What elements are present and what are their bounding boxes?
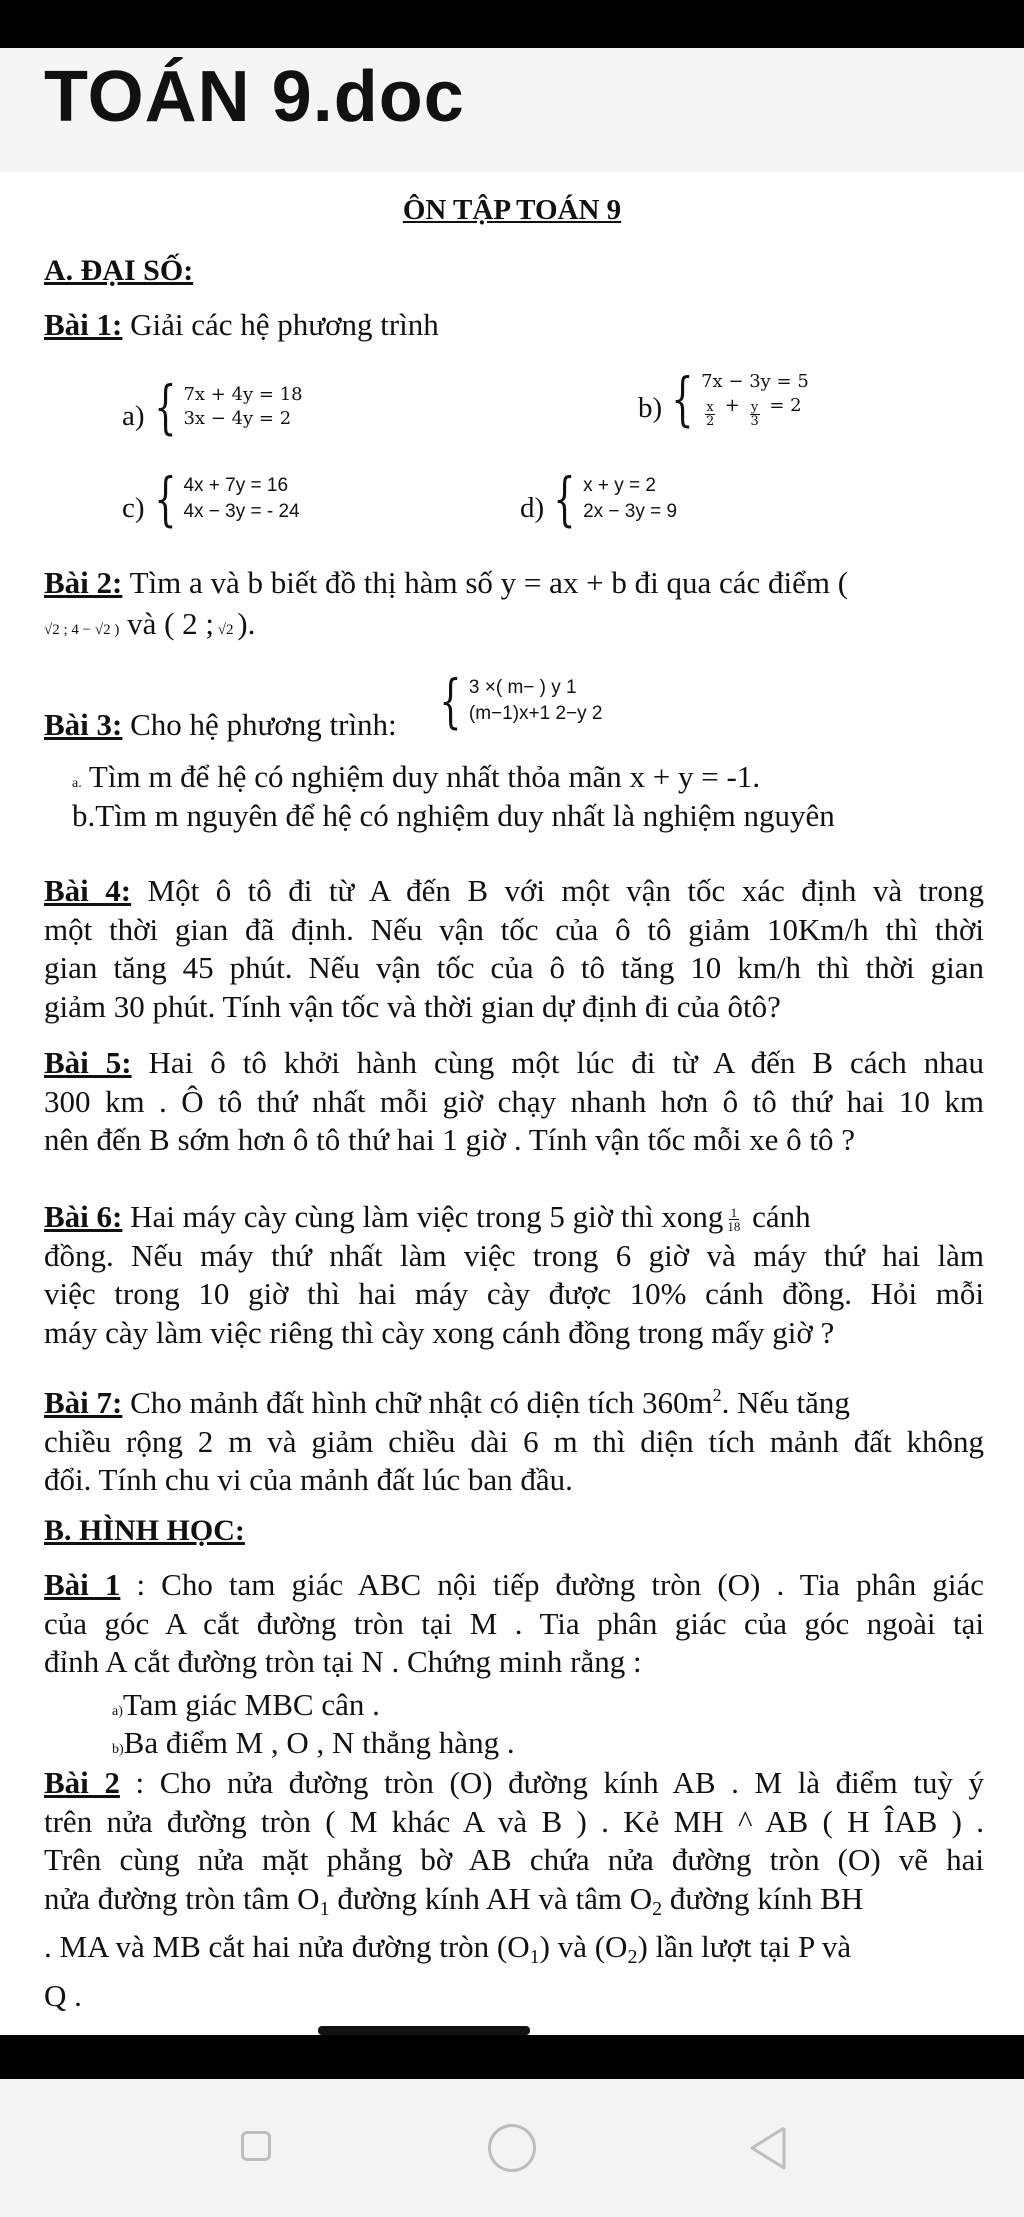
- hh2-l4a: nửa đường tròn tâm O: [44, 1880, 320, 1916]
- system-d-eq1: x + y = 2: [583, 475, 656, 496]
- bai2-sqrt2: √2: [214, 622, 238, 638]
- section-a-heading: A. ĐẠI SỐ:: [44, 254, 194, 287]
- hh2-l1: : Cho nửa đường tròn (O) đường kính AB . M là điểm tuỳ ý: [119, 1765, 984, 1800]
- hh2-l5a: . MA và MB cắt hai nửa đường tròn (O: [44, 1929, 530, 1964]
- system-a-eq1: 7x + 4y = 18: [183, 384, 303, 405]
- bai1-text: Giải các hệ phương trình: [122, 307, 439, 342]
- bai6-l2: đồng. Nếu máy thứ nhất làm việc trong 6 giờ và máy thứ hai làm: [44, 1237, 984, 1273]
- brace-icon: {: [671, 365, 694, 433]
- bai7-l3: đổi. Tính chu vi của mảnh đất lúc ban đầu.: [44, 1462, 573, 1497]
- hh1-l1: : Cho tam giác ABC nội tiếp đường tròn (O) . Tia phân giác: [120, 1567, 984, 1602]
- recent-apps-icon[interactable]: [241, 2131, 271, 2161]
- back-icon[interactable]: [748, 2125, 788, 2171]
- bai5-l2: 300 km . Ô tô thứ nhất mỗi giờ chạy nhanh hơn ô tô thứ hai 10 km: [44, 1083, 984, 1119]
- bai2-text2: và ( 2 ;: [119, 606, 215, 641]
- system-bai3: [432, 667, 603, 735]
- hh2-l4s1: 1: [319, 1897, 330, 1920]
- system-d-eq2: 2x − 3y = 9: [583, 501, 678, 522]
- frac-x-num: x: [706, 400, 714, 415]
- system-a: [122, 373, 303, 441]
- bai7-l1b: . Nếu tăng: [721, 1385, 850, 1420]
- system-d: [520, 465, 678, 533]
- system-a-eq2: 3x − 4y = 2: [183, 408, 292, 429]
- system-c: [122, 465, 300, 533]
- bai3-qa-marker: a.: [72, 776, 82, 791]
- system-bai3-eq1: 3 ×( m− ) y 1: [468, 677, 577, 698]
- status-bar: [0, 0, 1024, 48]
- bai4-l4: giảm 30 phút. Tính vận tốc và thời gian dự định đi của ôtô?: [44, 988, 781, 1024]
- main-heading: ÔN TẬP TOÁN 9: [402, 194, 622, 226]
- hh1-b-text: Ba điểm M , O , N thẳng hàng .: [123, 1725, 515, 1760]
- bai4-l3: gian tăng 45 phút. Nếu vận tốc của ô tô tăng 10 km/h thì thời gian: [44, 950, 984, 985]
- hh1-l2: của góc A cắt đường tròn tại M . Tia phân giác của góc ngoài tại: [44, 1605, 984, 1641]
- hh2-l6: Q .: [44, 1977, 82, 2013]
- bai7-paragraph: [44, 1376, 984, 1500]
- bai3-label: Bài 3:: [44, 707, 123, 742]
- hh2-l5s2: 2: [627, 1946, 638, 1968]
- bai4-l2: một thời gian đã định. Nếu vận tốc của ô tô giảm 10Km/h thì thời: [44, 911, 984, 947]
- hh1-a-text: Tam giác MBC cân .: [122, 1687, 380, 1722]
- bai2-line1: [44, 564, 848, 602]
- bai7-label: Bài 7:: [44, 1385, 123, 1420]
- hh2-l4c: đường kính BH: [662, 1880, 864, 1916]
- bai6-paragraph: [44, 1198, 984, 1352]
- system-c-equations: [183, 473, 299, 525]
- bai2-line2: [44, 605, 255, 649]
- bai5-l1: Hai ô tô khởi hành cùng một lúc đi từ A đến B cách nhau: [131, 1045, 984, 1080]
- document-title: TOÁN 9.doc: [44, 57, 465, 137]
- system-b-equations: [701, 370, 809, 428]
- bai5-paragraph: [44, 1044, 984, 1160]
- system-c-eq1: 4x + 7y = 16: [183, 475, 289, 496]
- bai1-label: Bài 1:: [44, 307, 123, 342]
- hh1-label: Bài 1: [44, 1567, 121, 1602]
- bai5-label: Bài 5:: [44, 1045, 132, 1080]
- hh2-label: Bài 2: [44, 1765, 120, 1800]
- hh2-l5s1: 1: [529, 1946, 540, 1968]
- home-icon[interactable]: [488, 2124, 536, 2172]
- frac-rhs: = 2: [763, 395, 802, 416]
- bai2-text1: Tìm a và b biết đồ thị hàm số y = ax + b đi qua các điểm (: [122, 565, 849, 600]
- bai3-qb: b.Tìm m nguyên để hệ có nghiệm duy nhất là nghiệm nguyên: [72, 798, 835, 833]
- brace-icon: {: [153, 465, 177, 533]
- scroll-indicator[interactable]: [318, 2026, 530, 2035]
- bai1-line: [44, 306, 439, 344]
- bai4-paragraph: [44, 872, 984, 1026]
- hh2-paragraph: [44, 1764, 984, 2015]
- hh1-a-marker: a): [112, 1704, 123, 1719]
- system-c-label: c): [122, 491, 145, 524]
- hh1-l3: đỉnh A cắt đường tròn tại N . Chứng minh rằng :: [44, 1644, 642, 1679]
- system-b: [638, 365, 809, 433]
- frac-y-num: y: [750, 400, 759, 415]
- hh1-b-marker: b): [112, 1742, 124, 1757]
- hh2-l4s2: 2: [652, 1897, 663, 1920]
- section-b-heading: B. HÌNH HỌC:: [44, 1514, 245, 1547]
- system-b-label: b): [638, 391, 663, 424]
- hh1-paragraph: [44, 1566, 984, 1682]
- bai6-l3: việc trong 10 giờ thì hai máy cày được 10% cánh đồng. Hỏi mỗi: [44, 1276, 984, 1311]
- bai7-l1a: Cho mảnh đất hình chữ nhật có diện tích 360m: [122, 1385, 713, 1420]
- system-b-eq2: [701, 394, 809, 428]
- bai2-text3: ).: [237, 606, 256, 641]
- system-bai3-equations: [469, 675, 603, 727]
- bai2-label: Bài 2:: [44, 565, 123, 600]
- hh2-l3: Trên cùng nửa mặt phẳng bờ AB chứa nửa đường tròn (O) vẽ hai: [44, 1842, 984, 1877]
- hh2-l4b: đường kính AH và tâm O: [329, 1880, 653, 1916]
- brace-icon: {: [439, 667, 462, 735]
- bai6-frac-num: 1: [730, 1205, 738, 1220]
- system-b-eq1: 7x − 3y = 5: [701, 371, 809, 392]
- system-d-equations: [583, 473, 677, 525]
- brace-icon: {: [153, 373, 177, 441]
- hh2-l2: trên nửa đường tròn ( M khác A và B ) . Kẻ MH ^ AB ( H ÎAB ) .: [44, 1803, 984, 1839]
- system-d-label: d): [520, 491, 545, 524]
- bai4-l1: Một ô tô đi từ A đến B với một vận tốc xác định và trong: [131, 873, 984, 908]
- bai4-label: Bài 4:: [44, 873, 132, 908]
- bai2-point1: √2 ; 4 − √2 ): [44, 622, 120, 638]
- frac-plus: +: [719, 395, 746, 416]
- bai6-frac-den: 18: [727, 1219, 741, 1234]
- hh1-b: [112, 1724, 515, 1769]
- frac-y-den: 3: [750, 414, 759, 429]
- bai3-line: [44, 706, 397, 744]
- bai6-l4: máy cày làm việc riêng thì cày xong cánh đồng trong mấy giờ ?: [44, 1314, 835, 1350]
- bai7-l2: chiều rộng 2 m và giảm chiều dài 6 m thì diện tích mảnh đất không: [44, 1423, 984, 1459]
- frac-x-den: 2: [705, 414, 715, 429]
- system-a-label: a): [122, 399, 145, 432]
- hh2-l5b: ) và (O: [539, 1929, 628, 1964]
- bottom-black-band: [0, 2035, 1024, 2079]
- bai3-qa-text: Tìm m để hệ có nghiệm duy nhất thỏa mãn x + y = -1.: [81, 759, 761, 794]
- bai6-l1a: Hai máy cày cùng làm việc trong 5 giờ thì xong: [122, 1199, 724, 1234]
- system-c-eq2: 4x − 3y = - 24: [183, 501, 300, 522]
- bai6-label: Bài 6:: [44, 1199, 123, 1234]
- bai5-l3: nên đến B sớm hơn ô tô thứ hai 1 giờ . Tính vận tốc mỗi xe ô tô ?: [44, 1122, 856, 1157]
- bai7-sup: 2: [712, 1385, 722, 1405]
- system-a-equations: [183, 383, 302, 431]
- hh2-l5c: ) lần lượt tại P và: [637, 1929, 852, 1964]
- system-bai3-eq2: (m−1)x+1 2−y 2: [468, 703, 603, 724]
- bai3-text: Cho hệ phương trình:: [122, 707, 397, 742]
- brace-icon: {: [553, 465, 576, 533]
- bai6-l1b: cánh: [744, 1199, 811, 1234]
